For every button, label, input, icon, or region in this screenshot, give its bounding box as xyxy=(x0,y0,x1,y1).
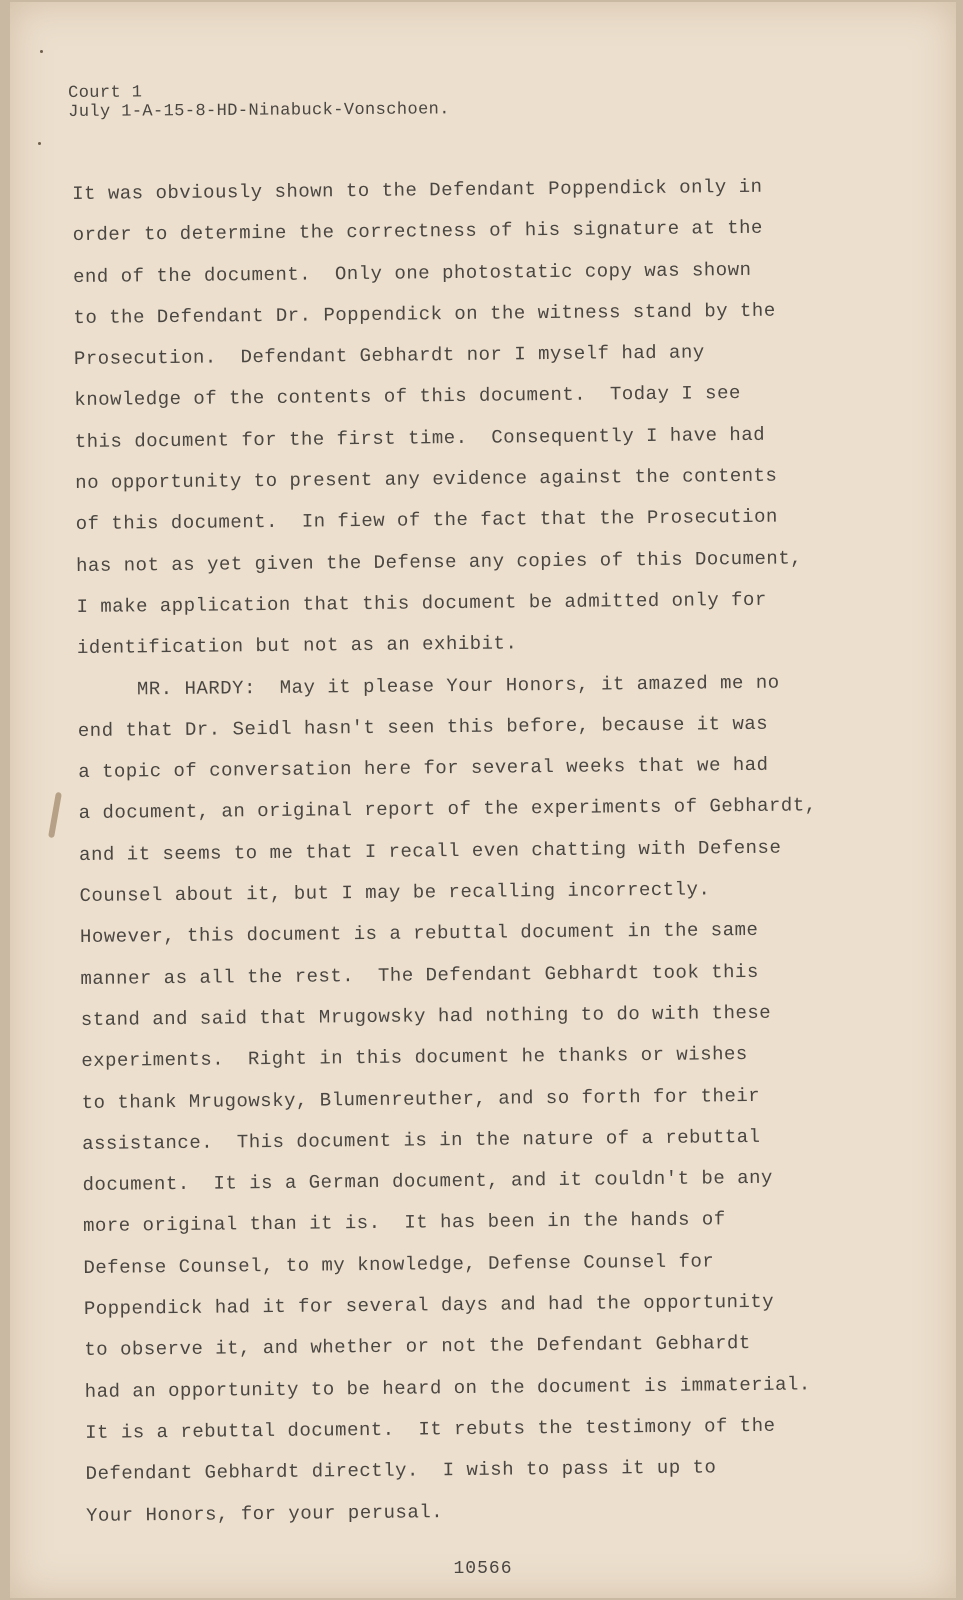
transcript-body xyxy=(72,166,886,1537)
transcript-line: MR. HARDY: May it please Your Honors, it amazed me no xyxy=(77,671,780,701)
transcript-line: It was obviously shown to the Defendant Poppendick only in xyxy=(72,175,763,205)
transcript-line: However, this document is a rebuttal document in the same xyxy=(79,919,759,949)
transcript-line: a document, an original report of the experiments of Gebhardt, xyxy=(78,794,817,825)
transcript-line: It is a rebuttal document. It rebuts the testimony of the xyxy=(85,1414,776,1444)
punch-hole xyxy=(40,50,43,53)
transcript-line: Defendant Gebhardt directly. I wish to pass it up to xyxy=(85,1456,717,1486)
transcript-line: end that Dr. Seidl hasn't seen this before, because it was xyxy=(77,712,769,742)
transcript-line: to thank Mrugowsky, Blumenreuther, and so forth for their xyxy=(81,1084,761,1114)
transcript-line: of this document. In fiew of the fact that the Prosecution xyxy=(75,506,778,536)
transcript-line: to the Defendant Dr. Poppendick on the witness stand by the xyxy=(73,299,776,329)
transcript-line: a topic of conversation here for several weeks that we had xyxy=(78,753,769,784)
transcript-line: stand and said that Mrugowsky had nothing to do with these xyxy=(80,1001,772,1031)
transcript-line: and it seems to me that I recall even chatting with Defense xyxy=(79,836,782,866)
transcript-line: Prosecution. Defendant Gebhardt nor I myself had any xyxy=(73,341,705,371)
transcript-line: this document for the first time. Consequently I have had xyxy=(74,423,766,453)
transcript-line: experiments. Right in this document he thanks or wishes xyxy=(81,1043,748,1073)
transcript-line: Your Honors, for your perusal. xyxy=(85,1500,444,1527)
transcript-line: Defense Counsel, to my knowledge, Defense Counsel for xyxy=(83,1250,715,1279)
court-label: Court 1 xyxy=(68,83,143,103)
transcript-line: document. It is a German document, and it couldn't be any xyxy=(82,1166,773,1197)
docket-line: July 1-A-15-8-HD-Ninabuck-Vonschoen. xyxy=(68,100,450,122)
transcript-line: no opportunity to present any evidence against the contents xyxy=(75,464,778,495)
transcript-line: order to determine the correctness of his signature at the xyxy=(72,217,764,247)
transcript-line: I make application that this document be admitted only for xyxy=(76,588,767,618)
page-number: 10566 xyxy=(453,1559,513,1579)
punch-hole xyxy=(38,142,41,145)
transcript-header xyxy=(68,81,450,122)
transcript-line: Poppendick had it for several days and had the opportunity xyxy=(83,1290,775,1320)
transcript-line: end of the document. Only one photostatic copy was shown xyxy=(72,258,752,288)
transcript-line: knowledge of the contents of this document. Today I see xyxy=(74,382,741,412)
transcript-line: manner as all the rest. The Defendant Gebhardt took this xyxy=(80,960,759,990)
transcript-line: has not as yet given the Defense any copies of this Document, xyxy=(75,547,803,577)
transcript-line: identification but not as an exhibit. xyxy=(76,632,518,660)
transcript-line: more original than it is. It has been in the hands of xyxy=(82,1208,726,1238)
document-page xyxy=(10,2,956,1598)
pencil-mark xyxy=(48,792,62,838)
transcript-line: Counsel about it, but I may be recalling incorrectly. xyxy=(79,878,711,908)
transcript-line: to observe it, and whether or not the Defendant Gebhardt xyxy=(84,1332,751,1362)
transcript-line: assistance. This document is in the nature of a rebuttal xyxy=(82,1125,761,1155)
transcript-line: had an opportunity to be heard on the document is immaterial. xyxy=(84,1372,811,1403)
